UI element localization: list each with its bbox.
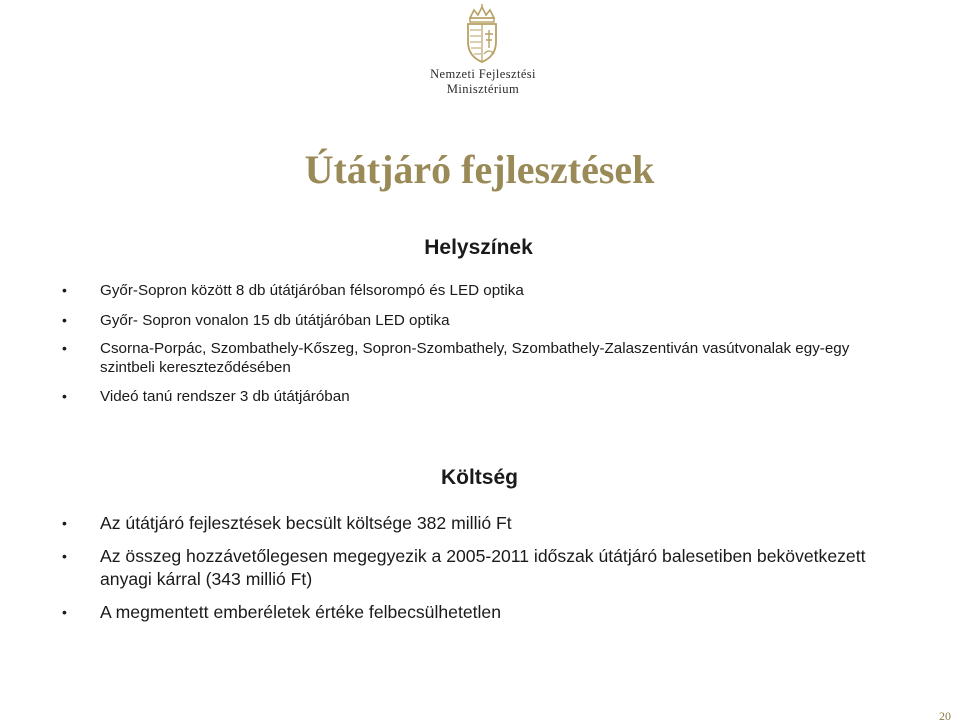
logo-text-line1: Nemzeti Fejlesztési xyxy=(430,67,536,81)
list-item xyxy=(62,339,900,377)
list-item xyxy=(62,601,900,624)
list-item-text: Győr- Sopron vonalon 15 db útátjáróban LED optika xyxy=(100,312,450,329)
list-item-text: Csorna-Porpác, Szombathely-Kőszeg, Sopron-Szombathely, Szombathely-Zalaszentiván vasútvonalak egy-egy szintbeli kereszteződésében xyxy=(100,340,850,376)
bullet-icon: • xyxy=(62,340,67,356)
bullet-icon: • xyxy=(62,388,67,404)
section-heading-helyszinek: Helyszínek xyxy=(424,236,533,259)
list-item-text: A megmentett emberéletek értéke felbecsülhetetlen xyxy=(100,602,501,622)
list-item xyxy=(62,311,900,330)
list-item-text: Győr-Sopron között 8 db útátjáróban félsorompó és LED optika xyxy=(100,282,524,299)
logo-text-line2: Minisztérium xyxy=(446,82,520,96)
bullet-icon: • xyxy=(62,312,67,328)
list-item-text: Videó tanú rendszer 3 db útátjáróban xyxy=(100,388,350,405)
list-item xyxy=(62,545,900,591)
list-item-text: Az útátjáró fejlesztések becsült költsége 382 millió Ft xyxy=(100,513,512,533)
page-title: Útátjáró fejlesztések xyxy=(304,147,655,192)
list-item-text: Az összeg hozzávetőlegesen megegyezik a 2005-2011 időszak útátjáró balesetiben bekövetkezett anyagi kárral (343 millió Ft) xyxy=(100,546,866,589)
ministry-logo xyxy=(408,4,558,94)
bullet-icon: • xyxy=(62,604,67,620)
bullet-icon: • xyxy=(62,548,67,564)
section-heading-koltseg: Költség xyxy=(440,466,518,489)
list-item xyxy=(62,281,900,300)
bullet-icon: • xyxy=(62,515,67,531)
list-item xyxy=(62,387,900,406)
coat-of-arms-icon xyxy=(460,4,504,64)
page-number: 20 xyxy=(939,709,951,723)
bullet-icon: • xyxy=(62,282,67,298)
list-item xyxy=(62,512,900,535)
